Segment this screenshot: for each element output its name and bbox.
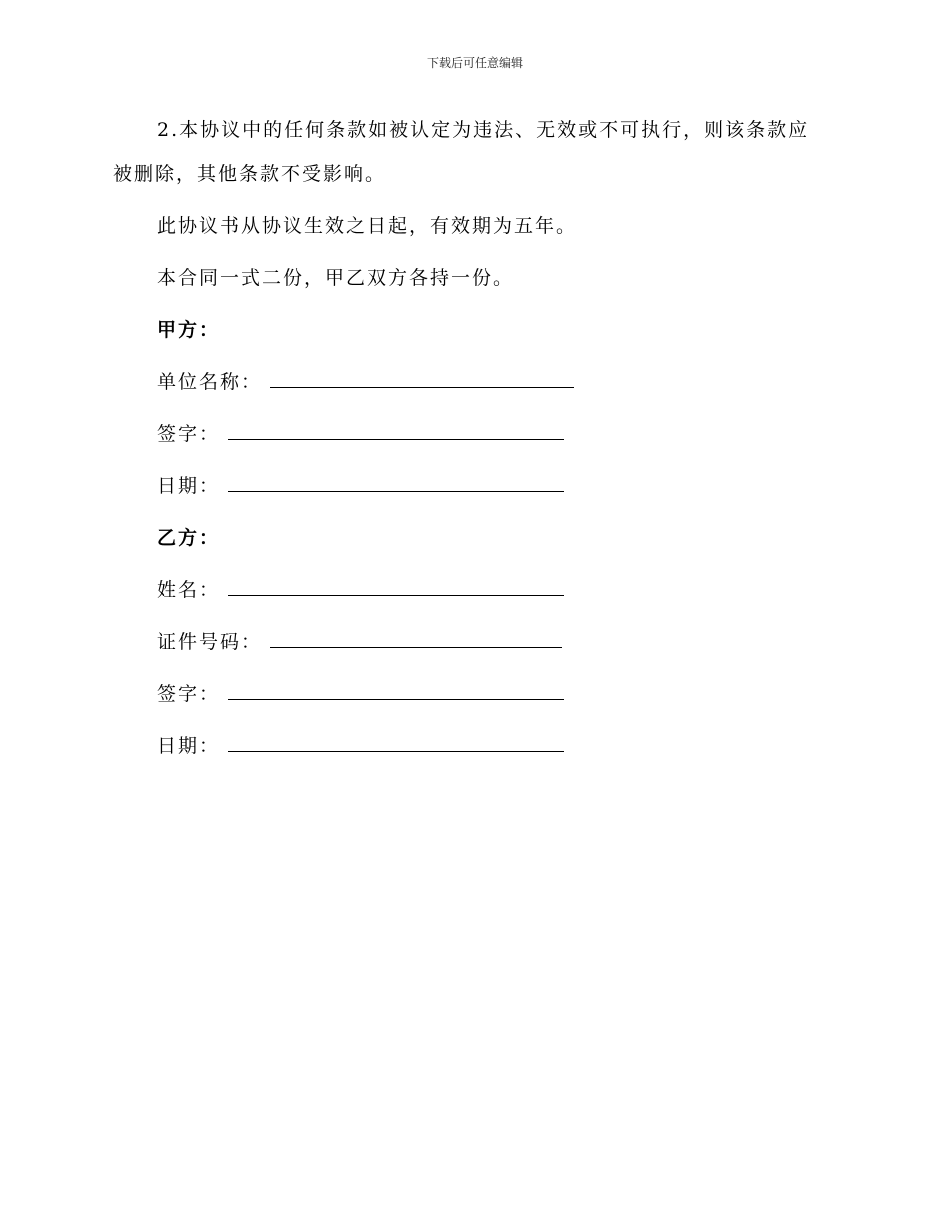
party-b-date-blank[interactable] [228, 733, 564, 752]
party-b-name-blank[interactable] [228, 577, 564, 596]
party-a-date-row [113, 464, 823, 508]
party-b-date-row [113, 724, 823, 768]
party-b-id-number-label: 证件号码： [157, 631, 263, 653]
party-a-date-blank[interactable] [228, 473, 564, 492]
party-a-signature-row [113, 412, 823, 456]
clause-paragraph: 2.本协议中的任何条款如被认定为违法、无效或不可执行，则该条款应被删除，其他条款不受影响。 [113, 119, 810, 185]
party-a-unit-name-row [113, 360, 823, 404]
party-b-id-number-blank[interactable] [270, 629, 562, 648]
party-b-signature-blank[interactable] [228, 681, 564, 700]
party-b-signature-row [113, 672, 823, 716]
party-b-signature-label: 签字： [157, 683, 221, 705]
page-header: 下载后可任意编辑 [426, 56, 523, 70]
party-b-title: 乙方： [157, 527, 221, 549]
party-a-unit-name-blank[interactable] [270, 369, 574, 388]
party-a-date-label: 日期： [157, 475, 221, 497]
copies-paragraph: 本合同一式二份，甲乙双方各持一份。 [157, 267, 515, 289]
party-a-signature-label: 签字： [157, 423, 221, 445]
document-body [113, 108, 823, 776]
party-a-unit-name-label: 单位名称： [157, 371, 263, 393]
party-b-date-label: 日期： [157, 735, 221, 757]
validity-paragraph: 此协议书从协议生效之日起，有效期为五年。 [157, 215, 578, 237]
party-b-name-label: 姓名： [157, 579, 221, 601]
party-a-signature-blank[interactable] [228, 421, 564, 440]
party-b-id-number-row [113, 620, 823, 664]
party-b-name-row [113, 568, 823, 612]
party-a-title: 甲方： [157, 319, 221, 341]
